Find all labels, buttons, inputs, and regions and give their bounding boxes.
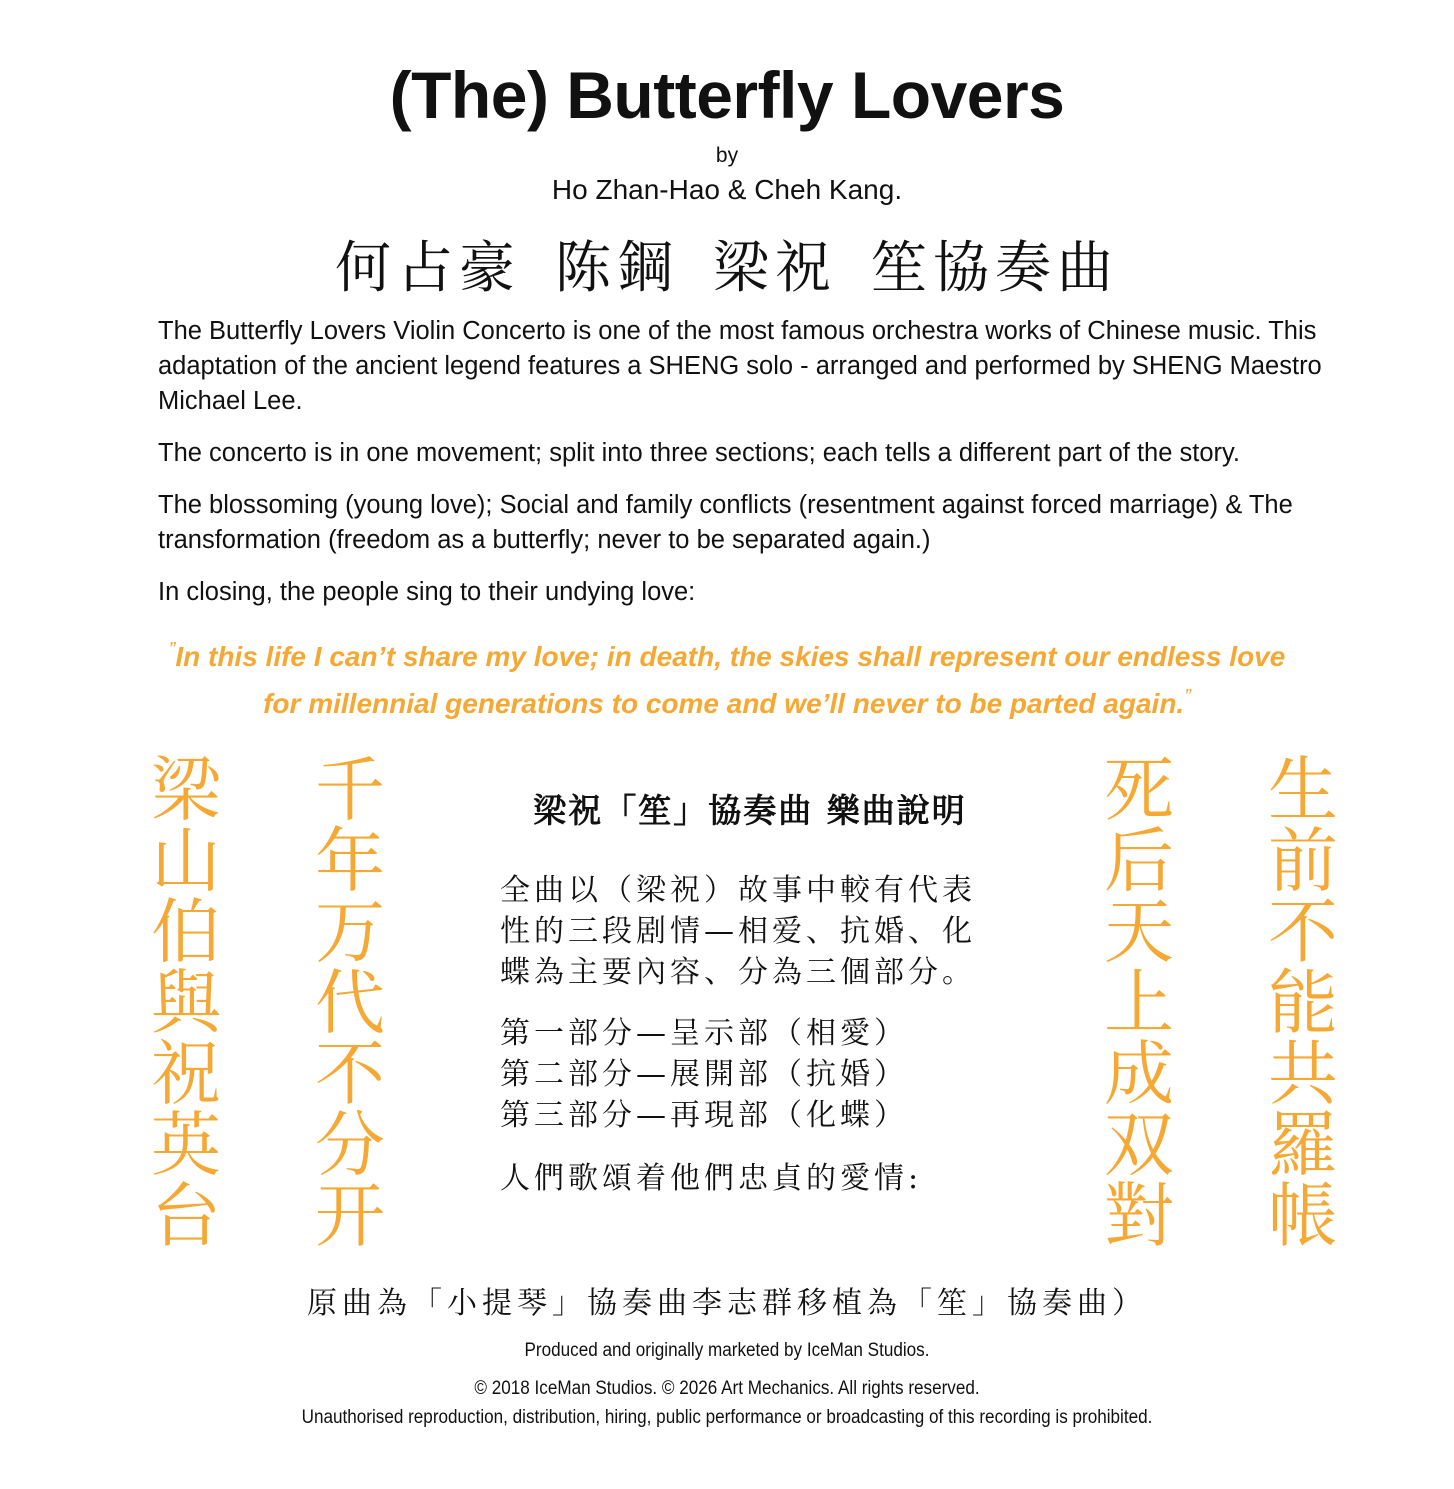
verse-character: 不 [315, 1033, 385, 1115]
quote-close-mark: ” [1184, 686, 1191, 708]
section-line-3: 第三部分—再現部（化蝶） [500, 1098, 908, 1133]
quote-line-2 [0, 677, 1454, 724]
copyright-notice: © 2018 IceMan Studios. © 2026 Art Mechanics. All rights reserved. [474, 1378, 980, 1399]
quote-line-1 [0, 630, 1454, 677]
description-paragraph-3: The blossoming (young love); Social and family conflicts (resentment against forced marriage) & The transformation (freedom as a butterfly; never to be separated again.) [158, 491, 1293, 554]
chinese-notes-line: 性的三段剧情—相爱、抗婚、化 [500, 914, 976, 949]
verse-character: 伯 [151, 891, 221, 973]
chinese-notes-closing [500, 1158, 980, 1199]
vertical-verse-col-2 [305, 749, 395, 1257]
chinese-notes-sections [500, 1013, 980, 1136]
page-title: (The) Butterfly Lovers [389, 58, 1065, 132]
cn-title-form: 笙協奏曲 [871, 236, 1119, 301]
verse-character: 對 [1104, 1175, 1174, 1257]
chinese-notes-closing-line: 人們歌頌着他們忠貞的愛情: [500, 1161, 923, 1196]
verse-character: 千 [315, 749, 385, 831]
description-paragraph-1: The Butterfly Lovers Violin Concerto is one of the most famous orchestra works of Chinese music. This adaptation of the ancient legend features a SHENG solo - arranged and performed by SHENG Maestro Michael Lee. [158, 317, 1322, 415]
producer-credit: Produced and originally marketed by IceMan Studios. [524, 1340, 930, 1361]
quote-open-mark: ” [168, 639, 176, 661]
by-label: by [715, 144, 739, 167]
quote-line-2-text: for millennial generations to come and we’ll never to be parted again. [263, 688, 1185, 719]
verse-character: 與 [151, 962, 221, 1044]
lyric-quote [0, 630, 1454, 724]
chinese-notes-line: 蝶為主要內容、分為三個部分。 [500, 955, 976, 990]
cn-title-work: 梁祝 [713, 236, 837, 301]
description-paragraph-4: In closing, the people sing to their undying love: [158, 578, 696, 606]
verse-character: 上 [1104, 962, 1174, 1044]
verse-character: 开 [315, 1175, 385, 1257]
legal-notice: Unauthorised reproduction, distribution, hiring, public performance or broadcasting of this recording is prohibited. [301, 1407, 1153, 1428]
verse-character: 生 [1268, 749, 1338, 831]
vertical-verse-col-3 [1094, 749, 1184, 1257]
verse-character: 成 [1104, 1033, 1174, 1115]
verse-character: 英 [151, 1104, 221, 1186]
verse-character: 祝 [151, 1033, 221, 1115]
authors: Ho Zhan-Hao & Cheh Kang. [551, 174, 903, 205]
cn-title-composer2: 陈鋼 [555, 236, 679, 301]
chinese-footer-note: 原曲為「小提琴」協奏曲李志群移植為「笙」協奏曲） [307, 1286, 1147, 1321]
description-paragraph-2: The concerto is in one movement; split into three sections; each tells a different part of the story. [158, 439, 1240, 467]
section-line-1: 第一部分—呈示部（相愛） [500, 1016, 908, 1051]
verse-character: 死 [1104, 749, 1174, 831]
verse-character: 山 [151, 820, 221, 902]
verse-character: 前 [1268, 820, 1338, 902]
verse-character: 分 [315, 1104, 385, 1186]
quote-line-1-text: In this life I can’t share my love; in death, the skies shall represent our endless love [175, 641, 1286, 672]
section-line-2: 第二部分—展開部（抗婚） [500, 1057, 908, 1092]
chinese-notes-line: 全曲以（梁祝）故事中較有代表 [500, 873, 976, 908]
verse-character: 年 [315, 820, 385, 902]
verse-character: 梁 [151, 749, 221, 831]
vertical-verse-col-4 [1258, 749, 1348, 1257]
chinese-notes-heading: 梁祝「笙」協奏曲 樂曲說明 [533, 791, 967, 830]
verse-character: 帳 [1268, 1175, 1338, 1257]
chinese-notes-paragraph-1 [500, 870, 980, 993]
verse-character: 天 [1104, 891, 1174, 973]
verse-character: 万 [315, 891, 385, 973]
verse-character: 羅 [1268, 1104, 1338, 1186]
verse-character: 后 [1104, 820, 1174, 902]
cn-title-composer1: 何占豪 [335, 236, 521, 301]
verse-character: 能 [1268, 962, 1338, 1044]
verse-character: 共 [1268, 1033, 1338, 1115]
verse-character: 台 [151, 1175, 221, 1257]
vertical-verse-col-1 [141, 749, 231, 1257]
verse-character: 双 [1104, 1104, 1174, 1186]
verse-character: 代 [315, 962, 385, 1044]
verse-character: 不 [1268, 891, 1338, 973]
chinese-title [0, 238, 1454, 300]
